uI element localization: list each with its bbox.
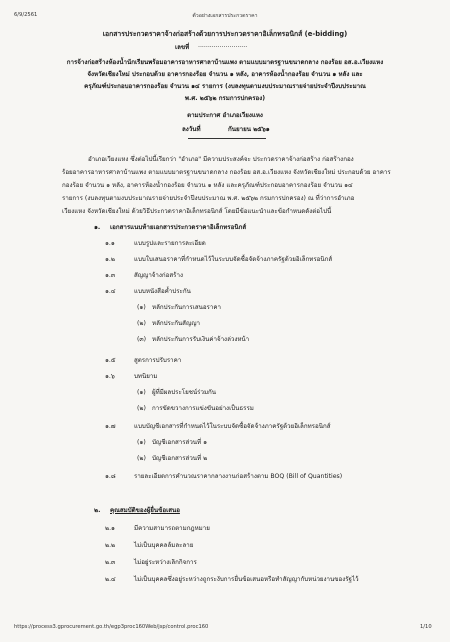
subitem-text: บัญชีเอกสารส่วนที่ ๒ <box>152 455 208 462</box>
item-text: ไม่เป็นบุคคลล้มละลาย <box>134 542 194 549</box>
item-text: มีความสามารถตามกฎหมาย <box>134 525 210 532</box>
item-text: แบบรูปและรายการละเอียด <box>134 240 206 247</box>
item-text: สัญญาจ้างก่อสร้าง <box>134 272 183 279</box>
subitem-number: (๒) <box>137 320 146 327</box>
number-label: เลขที่ <box>175 44 190 51</box>
intro-line: กองร้อย จำนวน ๑ หลัง, อาคารห้องน้ำกองร้อย จำนวน ๑ หลัง และครุภัณฑ์ประกอบอาคารกองร้อย จำนวน ๑๔ <box>62 182 353 189</box>
item-text: แบบบัญชีเอกสารที่กำหนดไว้ในระบบจัดซื้อจัดจ้างภาครัฐด้วยอิเล็กทรอนิกส์ <box>134 423 331 430</box>
number-value: ......................... <box>198 42 248 49</box>
subitem-number: (๑) <box>137 389 146 396</box>
item-number: ๒.๒ <box>105 542 116 549</box>
item-number: ๒.๔ <box>105 576 116 583</box>
announcement: ตามประกาศ อำเภอเวียงแหง <box>187 112 263 119</box>
item-number: ๑.๔ <box>105 288 116 295</box>
running-title: ตัวอย่างเอกสารประกวดราคา <box>192 13 258 19</box>
subitem-text: บัญชีเอกสารส่วนที่ ๑ <box>152 439 208 446</box>
subitem-text: การขัดขวางการแข่งขันอย่างเป็นธรรม <box>152 405 254 412</box>
subitem-text: หลักประกันการเสนอราคา <box>152 304 221 311</box>
item-number: ๑.๗ <box>105 423 116 430</box>
item-number: ๒.๓ <box>105 559 116 566</box>
subitem-text: ผู้ที่มีผลประโยชน์ร่วมกัน <box>152 389 217 396</box>
item-text: ไม่อยู่ระหว่างเลิกกิจการ <box>134 559 197 566</box>
item-number: ๑.๘ <box>105 473 116 480</box>
item-number: ๑.๖ <box>105 373 115 380</box>
subitem-number: (๒) <box>137 455 146 462</box>
project-line: จังหวัดเชียงใหม่ ประกอบด้วย อาคารกองร้อย จำนวน ๑ หลัง, อาคารห้องน้ำกองร้อย จำนวน ๑ หลัง และ <box>87 71 363 78</box>
item-text: แบบใบเสนอราคาที่กำหนดไว้ในระบบจัดซื้อจัดจ้างภาครัฐด้วยอิเล็กทรอนิกส์ <box>134 256 333 263</box>
item-number: ๒.๑ <box>105 525 115 532</box>
subitem-number: (๑) <box>137 439 146 446</box>
item-text: ไม่เป็นบุคคลซึ่งอยู่ระหว่างถูกระงับการยื่นข้อเสนอหรือทำสัญญากับหน่วยงานของรัฐไว้ <box>134 576 359 583</box>
intro-line: อำเภอเวียงแหง ซึ่งต่อไปนี้เรียกว่า "อำเภอ" มีความประสงค์จะ ประกวดราคาจ้างก่อสร้าง ก่อสร้างกอง <box>88 156 354 163</box>
project-line: ครุภัณฑ์ประกอบอาคารกองร้อย จำนวน ๑๔ รายการ (งบลงทุนตามงบประมาณรายจ่ายประจำปีงบประมาณ <box>84 83 366 90</box>
date-label: ลงวันที่ <box>182 126 201 133</box>
print-date: 6/9/2561 <box>14 12 38 18</box>
subitem-text: หลักประกันการรับเงินค่าจ้างล่วงหน้า <box>152 336 250 343</box>
intro-line: เวียงแหง จังหวัดเชียงใหม่ ด้วยวิธีประกวดราคาอิเล็กทรอนิกส์ โดยมีข้อแนะนำและข้อกำหนดดังต่อไปนี้ <box>62 208 332 215</box>
subitem-number: (๓) <box>137 336 147 343</box>
subitem-number: (๑) <box>137 304 146 311</box>
item-text: สูตรการปรับราคา <box>134 357 182 364</box>
item-number: ๑.๕ <box>105 357 116 364</box>
subitem-number: (๒) <box>137 405 146 412</box>
section-number: ๒. <box>94 507 101 514</box>
section-number: ๑. <box>94 224 101 231</box>
project-line: พ.ศ. ๒๕๖๒ กรมการปกครอง) <box>184 95 266 102</box>
title-divider <box>188 138 266 139</box>
intro-line: ร้อยอาคารอาหารศาลาบ้านแพง ตามแบบมาตรฐานขนาดกลาง กองร้อย อส.อ.เวียงแหง จังหวัดเชียงใหม่ ประกอบด้วย อาคาร <box>62 169 391 176</box>
subitem-text: หลักประกันสัญญา <box>152 320 200 327</box>
item-text: รายละเอียดการคำนวณราคากลางงานก่อสร้างตาม BOQ (Bill of Quantities) <box>134 473 343 480</box>
item-number: ๑.๒ <box>105 256 115 263</box>
intro-line: รายการ (งบลงทุนตามงบประมาณรายจ่ายประจำปีงบประมาณ พ.ศ. ๒๕๖๒ กรมการปกครอง) ณ ที่ว่าการอำเภอ <box>62 195 355 202</box>
date-value: กันยายน ๒๕๖๑ <box>228 126 270 133</box>
document-title: เอกสารประกวดราคาจ้างก่อสร้างด้วยการประกวดราคาอิเล็กทรอนิกส์ (e-bidding) <box>102 30 348 38</box>
item-number: ๑.๑ <box>105 240 115 247</box>
item-text: แบบหนังสือค้ำประกัน <box>134 288 191 295</box>
page-number: 1/10 <box>420 624 432 630</box>
item-number: ๑.๓ <box>105 272 116 279</box>
item-text: บทนิยาม <box>134 373 158 380</box>
footer-url[interactable]: https://process3.gprocurement.go.th/egp3proc160Web/jsp/control.proc160 <box>14 624 209 630</box>
section-heading: เอกสารแนบท้ายเอกสารประกวดราคาอิเล็กทรอนิกส์ <box>110 224 247 231</box>
project-line: การจ้างก่อสร้างห้องน้ำนักเรียนพร้อมอาคารอาหารศาลาบ้านแพง ตามแบบมาตรฐานขนาดกลาง กองร้อย อส.อ.เวียงแหง <box>66 59 384 66</box>
section-heading: คุณสมบัติของผู้ยื่นข้อเสนอ <box>110 507 180 514</box>
